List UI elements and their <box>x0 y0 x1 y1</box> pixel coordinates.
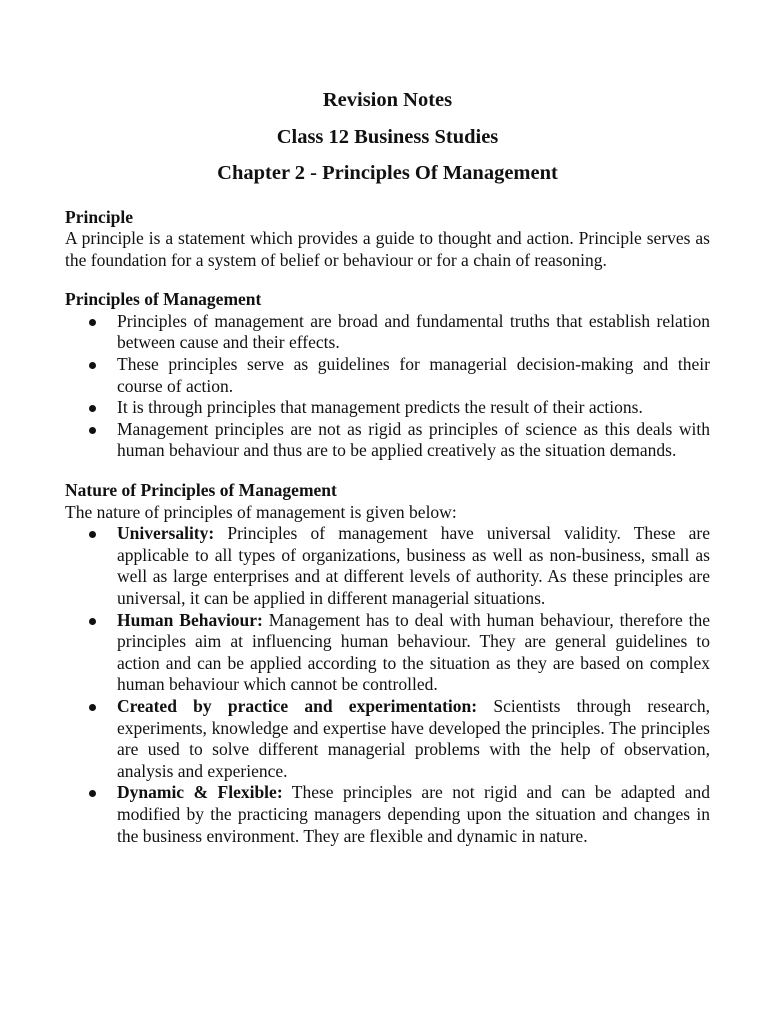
list-item-text: These principles are not rigid and can be adapted and modified by the practicing managers depending upon the situation and changes in the business environment. They are flexible and dynamic in nature. <box>117 782 710 846</box>
bullet-icon <box>89 427 96 434</box>
list-item-term: Created by practice and experimentation: <box>117 695 478 716</box>
list-item <box>65 696 710 782</box>
list-item-text: Principles of management are broad and fundamental truths that establish relation between cause and their effects. <box>117 310 710 353</box>
list-item <box>65 782 710 847</box>
section-principle <box>65 207 710 272</box>
list-item-text: It is through principles that management predicts the result of their actions. <box>117 397 643 418</box>
section-paragraph: A principle is a statement which provides a guide to thought and action. Principle serves as the foundation for a system of belief or behaviour or for a chain of reasoning. <box>65 228 710 270</box>
list-item <box>65 523 710 609</box>
list-item-text: Principles of management have universal validity. These are applicable to all types of organizations, business as well as non-business, small as well as large enterprises and at different levels of authority. As these principles are universal, it can be applied in different managerial situations. <box>117 523 710 608</box>
bullet-icon <box>89 790 96 797</box>
section-principles-of-management <box>65 289 710 462</box>
section-nature-of-principles <box>65 480 710 847</box>
list-item <box>65 311 710 354</box>
list-item-term: Dynamic & Flexible: <box>117 782 283 803</box>
bullet-icon <box>89 618 96 625</box>
document-title: Revision Notes <box>322 89 453 111</box>
list-item-text: Scientists through research, experiments, knowledge and expertise have developed the principles. The principles are used to solve different managerial problems with the help of observation, analysis and experience. <box>117 695 710 781</box>
bullet-icon <box>89 362 96 369</box>
list-item <box>65 354 710 397</box>
list-item-text: These principles serve as guidelines for managerial decision-making and their course of action. <box>117 354 710 396</box>
bullet-list <box>65 311 710 462</box>
list-item <box>65 397 710 419</box>
list-item-term: Universality: <box>117 523 215 544</box>
list-item-text: Management has to deal with human behaviour, therefore the principles aim at influencing human behaviour. They are general guidelines to action and can be applied according to the situation as they are based on complex human behaviour which cannot be controlled. <box>117 609 710 695</box>
list-item <box>65 610 710 696</box>
list-item-text: Management principles are not as rigid as principles of science as this deals with human behaviour and thus are to be applied creatively as the situation demands. <box>117 418 710 461</box>
section-heading: Nature of Principles of Management <box>65 480 337 501</box>
bullet-icon <box>89 704 96 711</box>
list-item-term: Human Behaviour: <box>117 609 263 630</box>
bullet-list <box>65 523 710 847</box>
document-chapter: Chapter 2 - Principles Of Management <box>217 162 558 184</box>
bullet-icon <box>89 405 96 412</box>
section-heading: Principle <box>65 206 134 227</box>
document-title-block <box>65 82 710 192</box>
section-heading: Principles of Management <box>65 289 262 310</box>
document-class: Class 12 Business Studies <box>276 125 499 148</box>
section-intro: The nature of principles of management is given below: <box>65 501 457 522</box>
list-item <box>65 419 710 462</box>
bullet-icon <box>89 319 96 326</box>
bullet-icon <box>89 531 96 538</box>
